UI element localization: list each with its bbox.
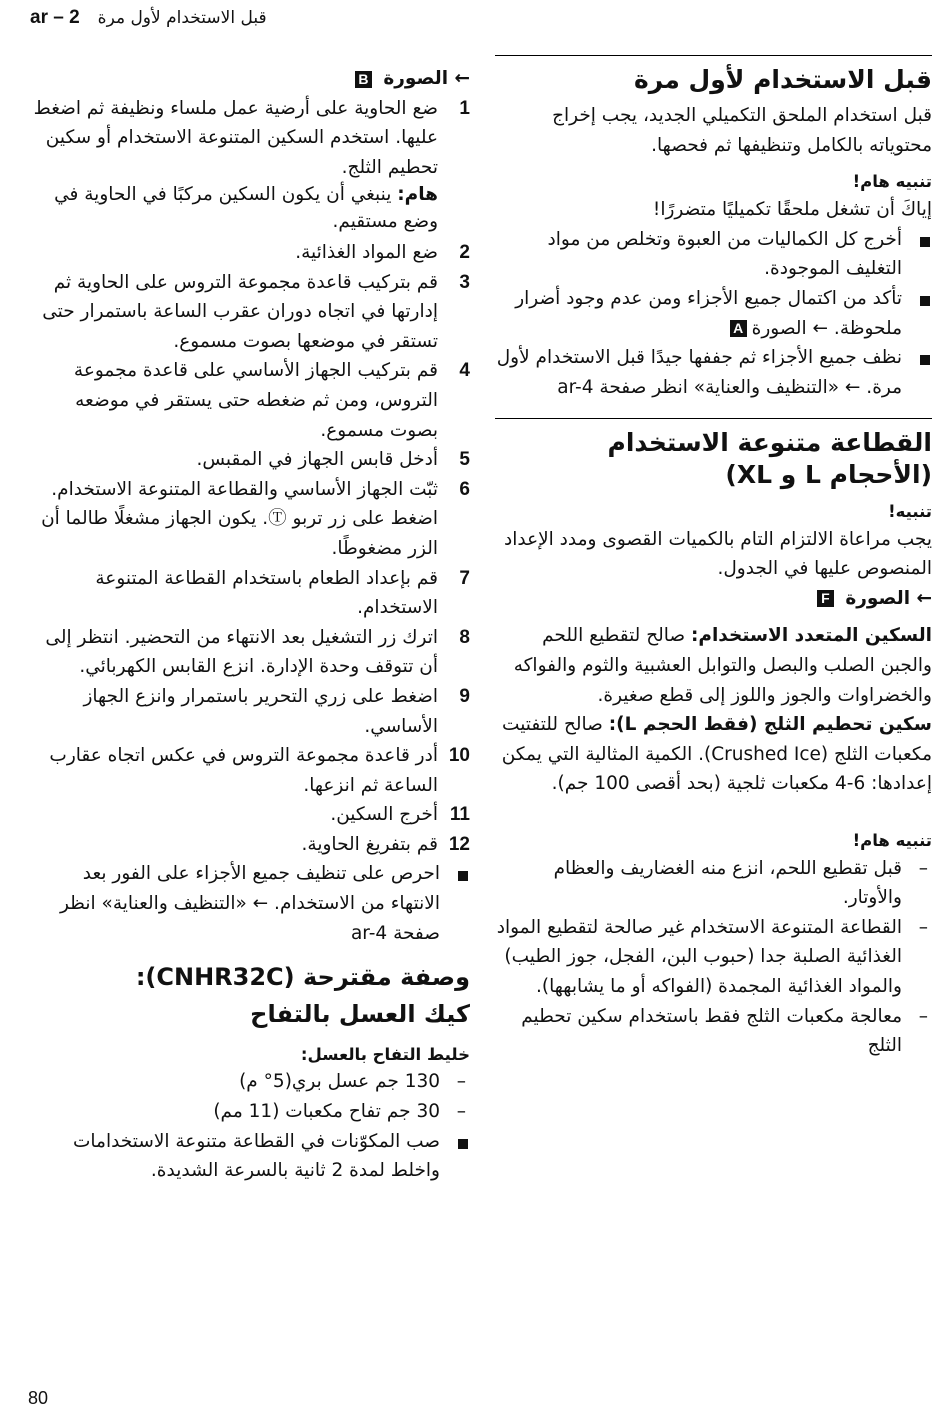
bullet-square-icon (920, 355, 930, 365)
step-item: 7 قم بإعداد الطعام باستخدام القطاعة المتنوعة الاستخدام. (95, 567, 470, 619)
step-item: 11 أخرج السكين. (330, 804, 470, 826)
ingredient-item: – 130 جم عسل بري(5° م) (239, 1071, 466, 1093)
warnings-list (495, 854, 932, 1061)
step-item: 1 ضع الحاوية على أرضية عمل ملساء ونظيفة ثم اضغط عليها. استخدم السكين المتنوعة الاستخدام أو سكين تحطيم الثلج. (33, 97, 470, 178)
step-item: 12 قم بتفريغ الحاوية. (301, 833, 470, 855)
step-item: 5 أدخل قابس الجهاز في المقبس. (196, 449, 470, 471)
step-item: 10 أدر قاعدة مجموعة التروس في عكس اتجاه عقارب الساعة ثم انزعها. (49, 745, 470, 796)
bullet-square-icon (920, 237, 930, 247)
step-item: 2 ضع المواد الغذائية. (295, 242, 470, 263)
page-number: 80 (28, 1388, 49, 1408)
bullet-square-icon (458, 1139, 468, 1149)
step-item: 6 ثبّت الجهاز الأساسي والقطاعة المتنوعة الاستخدام. اضغط على زر تربو Ⓣ. يكون الجهاز مشغلًا طالما أن الزر مضغوطًا. (41, 478, 470, 559)
header-title: قبل الاستخدام لأول مرة (97, 8, 267, 28)
page-header (30, 4, 330, 32)
figure-b-icon: B (355, 71, 372, 88)
first-use-list (495, 225, 932, 403)
note-heading: تنبيه هام! (852, 172, 932, 192)
step-item: 8 اترك زر التشغيل بعد الانتهاء من التحضير. انتظر إلى أن تتوقف وحدة الإدارة. انزع القابس الكهربائي. (45, 626, 470, 678)
list-item: احرص على تنظيف جميع الأجزاء على الفور بعد الانتهاء من الاستخدام. ← «التنظيف والعناية» انظر صفحة ar-4 (30, 859, 470, 948)
figure-f-icon: F (817, 590, 834, 607)
divider (495, 55, 932, 56)
steps-list (30, 94, 470, 183)
figure-a-icon: A (730, 320, 747, 337)
list-item: صب المكوّنات في القطاعة متنوعة الاستخدامات واخلط لمدة 2 ثانية بالسرعة الشديدة. (30, 1127, 470, 1186)
mix-heading: خليط التفاح بالعسل: (300, 1044, 470, 1064)
list-item: تأكد من اكتمال جميع الأجزاء ومن عدم وجود أضرار ملحوظة. ← الصورةA (495, 284, 932, 343)
step-item: 4 قم بتركيب الجهاز الأساسي على قاعدة مجموعة التروس، ومن ثم ضغطه حتى يستقر في موضعه بصوت مسموع. (73, 360, 470, 441)
important-note: هام: ينبغي أن يكون السكين مركبًا في الحاوية في وضع مستقيم. (54, 184, 438, 233)
step-item: 3 قم بتركيب قاعدة مجموعة التروس على الحاوية ثم إدارتها في اتجاه دوران عقرب الساعة باستمرار حتى تستقر في موضعها بصوت مسموع. (42, 271, 470, 352)
note-heading: تنبيه هام! (852, 830, 932, 850)
list-item: أخرج كل الكماليات من العبوة وتخلص من مواد التغليف الموجودة. (495, 225, 932, 284)
figure-reference: ← الصورة B (30, 64, 470, 94)
left-column (30, 64, 470, 1186)
ingredients-list (30, 1067, 470, 1126)
note-heading: تنبيه! (888, 501, 932, 521)
list-item: نظف جميع الأجزاء ثم جففها جيدًا قبل الاستخدام لأول مرة. ← «التنظيف والعناية» انظر صفحة ar-4 (495, 343, 932, 402)
divider (495, 418, 932, 419)
cleaning-list (30, 859, 470, 948)
recipe-subtitle: كيك العسل بالتفاح (250, 1000, 470, 1029)
multi-knife-description: السكين المتعدد الاستخدام: صالح لتقطيع اللحم والجبن الصلب والبصل والتوابل العشبية والثوم والفواكه والخضراوات والجوز واللوز إلى قطع صغيرة. (513, 625, 932, 706)
list-item: – قبل تقطيع اللحم، انزع منه الغضاريف والعظام والأوتار. (553, 857, 928, 909)
section-title-first-use: قبل الاستخدام لأول مرة (634, 65, 932, 94)
right-column (495, 55, 932, 1061)
step-item: 9 اضغط على زري التحرير باستمرار وانزع الجهاز الأساسي. (83, 685, 470, 737)
note-text: إياكَ أن تشغل ملحقًا تكميليًا متضررًا! (652, 199, 932, 221)
section-title-multi-chopper: القطاعة متنوعة الاستخدام (الأحجام L و XL) (607, 428, 932, 489)
recipe-title: وصفة مقترحة (CNHR32C): (135, 963, 470, 992)
bullet-square-icon (458, 871, 468, 881)
intro-text: قبل استخدام الملحق التكميلي الجديد، يجب إخراج محتوياته بالكامل وتنظيفها ثم فحصها. (552, 105, 932, 156)
ingredient-item: – 30 جم تفاح مكعبات (11 مم) (213, 1100, 466, 1122)
ice-knife-description: سكين تحطيم الثلج (فقط الحجم L): صالح للتفتيت مكعبات الثلج (Crushed Ice). الكمية المثالية التي يمكن إعدادها: 6-4 مكعبات ثلجية (بحد أقصى 100 جم). (501, 714, 932, 795)
bullet-square-icon (920, 296, 930, 306)
steps-list (30, 238, 470, 859)
figure-reference: ← الصورة F (495, 584, 932, 614)
list-item: – معالجة مكعبات الثلج فقط باستخدام سكين تحطيم الثلج (521, 1005, 928, 1057)
section-code: ar – 2 (30, 7, 80, 28)
list-item: – القطاعة المتنوعة الاستخدام غير صالحة لتقطيع المواد الغذائية الصلبة جدا (حبوب البن، الفجل، جوز الطيب) والمواد الغذائية المجمدة (الفواكه أو ما يشابهها). (496, 916, 928, 998)
note-text: يجب مراعاة الالتزام التام بالكميات القصوى ومدد الإعداد المنصوص عليها في الجدول. (503, 528, 932, 580)
recipe-steps (30, 1127, 470, 1186)
